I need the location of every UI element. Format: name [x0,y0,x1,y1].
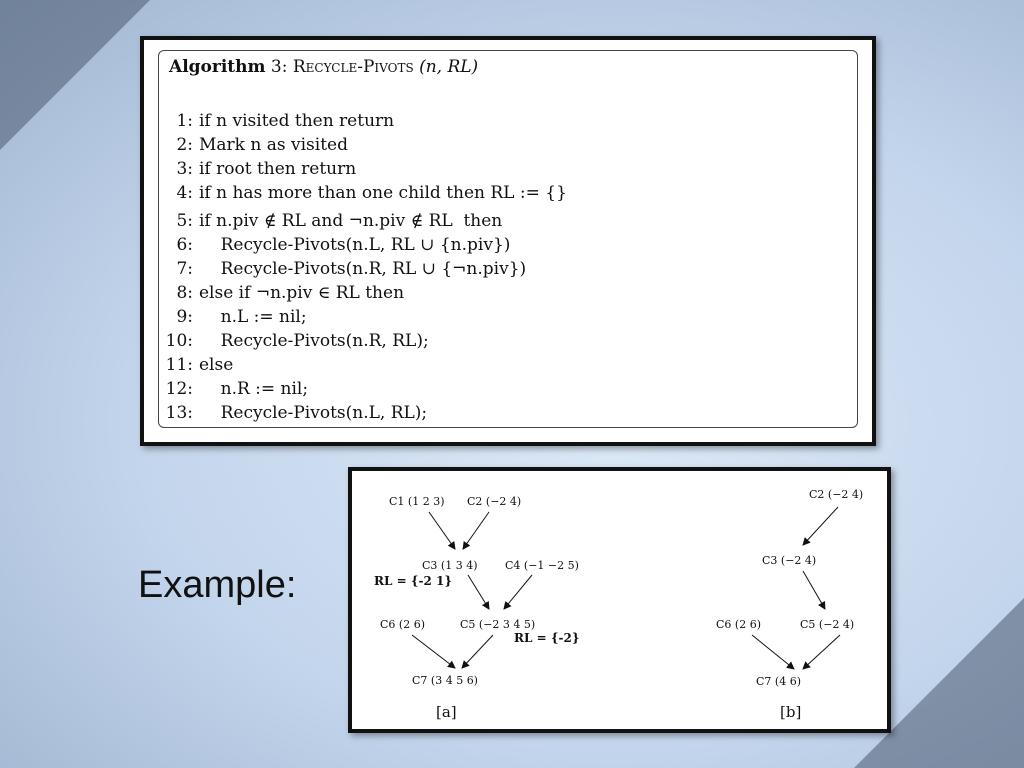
line-number: 11: [165,355,193,375]
corner-shade-top-left [0,0,150,150]
b-node-c5: C5 (−2 4) [800,618,855,631]
a-node-c5: C5 (−2 3 4 5) [460,618,536,631]
line-number: 9: [176,307,193,327]
algorithm-args: (n, RL) [419,57,479,77]
a-arrow-c4-c5 [504,575,532,609]
algorithm-box [140,36,876,446]
algorithm-line [159,379,308,403]
line-code: Recycle-Pivots(n.R, RL ∪ {¬n.piv}) [199,259,527,279]
line-code: if n has more than one child then RL := {} [199,183,567,203]
algorithm-line [159,135,348,159]
algorithm-keyword: Algorithm [169,57,266,77]
example-label: Example: [138,564,297,606]
a-arrow-c3-c5 [468,575,489,609]
line-number: 8: [176,283,193,303]
a-arrow-c1-c3 [429,512,455,549]
b-node-c2: C2 (−2 4) [809,488,864,501]
algorithm-title [169,57,478,77]
line-code: if root then return [199,159,357,179]
b-arrow-c5-c7 [803,635,840,669]
a-node-c1: C1 (1 2 3) [389,495,445,508]
a-arrow-c6-c7 [412,635,455,668]
algorithm-line [159,159,356,183]
algorithm-name: Recycle-Pivots [292,57,414,77]
line-number: 1: [176,111,193,131]
a-rl-2: RL = {-2} [514,631,580,645]
line-number: 10: [165,331,193,351]
a-node-c4: C4 (−1 −2 5) [505,559,579,572]
algorithm-number: 3: [270,57,288,77]
line-code: Mark n as visited [199,135,348,155]
a-node-c7: C7 (3 4 5 6) [412,674,478,687]
b-caption: [b] [780,703,802,721]
algorithm-line [159,183,567,207]
line-code: n.L := nil; [199,307,307,327]
b-arrow-c3-c5 [803,571,825,609]
line-code: if n visited then return [199,111,395,131]
b-node-c6: C6 (2 6) [716,618,761,631]
a-arrow-c2-c3 [463,512,489,549]
line-code: else if ¬n.piv ∈ RL then [199,283,405,303]
line-number: 2: [176,135,193,155]
b-node-c3: C3 (−2 4) [762,554,817,567]
a-node-c3: C3 (1 3 4) [422,559,478,572]
line-number: 4: [176,183,193,203]
line-number: 7: [176,259,193,279]
line-number: 5: [176,211,193,231]
line-code: n.R := nil; [199,379,309,399]
line-number: 13: [165,403,193,423]
a-node-c6: C6 (2 6) [380,618,425,631]
algorithm-line [159,283,404,307]
a-caption: [a] [436,703,457,721]
algorithm-line [159,259,526,283]
algorithm-line [159,355,233,379]
example-diagram [348,467,891,733]
line-code: Recycle-Pivots(n.L, RL ∪ {n.piv}) [199,235,511,255]
a-node-c2: C2 (−2 4) [467,495,522,508]
algorithm-line [159,307,307,331]
algorithm-line [159,235,510,259]
line-number: 6: [176,235,193,255]
line-code: else [199,355,234,375]
b-arrow-c6-c7 [752,635,794,669]
diagram-svg [352,471,887,729]
b-arrow-c2-c3 [803,507,838,545]
a-rl-1: RL = {-2 1} [374,574,453,588]
b-node-c7: C7 (4 6) [756,675,801,688]
line-number: 3: [176,159,193,179]
algorithm-line [159,403,427,427]
line-code: Recycle-Pivots(n.R, RL); [199,331,429,351]
algorithm-inner-frame [158,50,858,428]
a-arrow-c5-c7 [462,635,493,668]
algorithm-line [159,211,502,235]
algorithm-line [159,331,429,355]
line-code: if n.piv ∉ RL and ¬n.piv ∉ RL then [199,211,503,231]
algorithm-line [159,111,394,135]
line-number: 12: [165,379,193,399]
line-code: Recycle-Pivots(n.L, RL); [199,403,428,423]
